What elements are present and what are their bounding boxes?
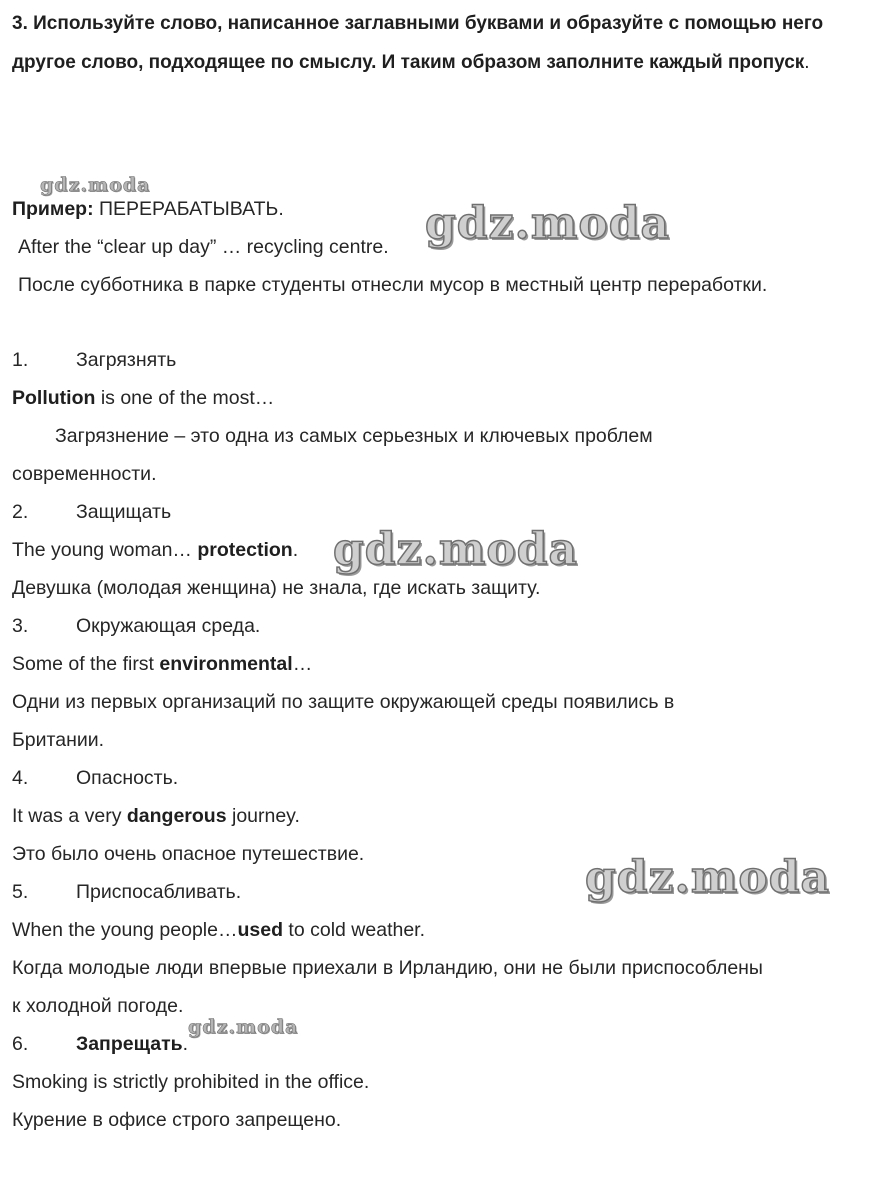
task-heading — [12, 4, 857, 82]
item-3-word: Окружающая среда. — [76, 615, 261, 637]
item-3-english — [12, 652, 312, 676]
watermark-logo: gdz.moda — [40, 174, 151, 196]
item-2-number: 2. — [12, 501, 29, 523]
item-1-word: Загрязнять — [76, 349, 177, 371]
item-3-english-after: … — [292, 653, 313, 675]
item-5-english-before: When the young people… — [12, 919, 238, 941]
item-4-russian-1: Это было очень опасное путешествие. — [12, 843, 365, 865]
item-3-english-before: Some of the first — [12, 653, 160, 675]
example-line — [12, 197, 284, 221]
item-5-number: 5. — [12, 881, 29, 903]
item-1-english-bold: Pollution — [12, 387, 96, 409]
item-2-word: Защищать — [76, 501, 172, 523]
item-5-russian-2: к холодной погоде. — [12, 995, 184, 1017]
item-1-header — [12, 348, 176, 372]
item-2-english-after: . — [292, 539, 299, 561]
item-5-english — [12, 918, 425, 942]
example-label: Пример: — [12, 198, 94, 220]
item-1-english-after: is one of the most… — [95, 387, 275, 409]
watermark-logo: gdz.moda — [333, 524, 579, 575]
item-3-english-bold: environmental — [159, 653, 293, 675]
item-3-header — [12, 614, 260, 638]
item-4-english-before: It was a very — [12, 805, 127, 827]
item-6-word-tail: . — [182, 1033, 189, 1055]
item-4-word: Опасность. — [76, 767, 179, 789]
item-2-english — [12, 538, 298, 562]
item-5-english-bold: used — [237, 919, 284, 941]
item-5-header — [12, 880, 241, 904]
watermark-logo: gdz.moda — [188, 1016, 299, 1038]
item-1-english — [12, 386, 274, 410]
item-2-header — [12, 500, 171, 524]
item-2-english-before: The young woman… — [12, 539, 198, 561]
item-1-russian-1: Загрязнение – это одна из самых серьезных и ключевых проблем — [55, 425, 653, 447]
item-3-russian-2: Британии. — [12, 729, 105, 751]
item-3-number: 3. — [12, 615, 29, 637]
task-title: 3. Используйте слово, написанное заглавными буквами и образуйте с помощью него другое слово, подходящее по смыслу. И таким образом заполните каждый пропуск — [12, 13, 824, 73]
example-english: After the “clear up day” … recycling centre. — [18, 236, 389, 258]
item-1-russian-2: современности. — [12, 463, 157, 485]
task-title-tail: . — [804, 52, 810, 73]
example-russian: После субботника в парке студенты отнесли мусор в местный центр переработки. — [18, 274, 768, 296]
watermark-logo: gdz.moda — [585, 852, 831, 903]
item-4-english-after: journey. — [226, 805, 300, 827]
item-5-russian-1: Когда молодые люди впервые приехали в Ирландию, они не были приспособлены — [12, 957, 763, 979]
item-4-english-bold: dangerous — [126, 805, 227, 827]
item-1-number: 1. — [12, 349, 29, 371]
item-6-header — [12, 1032, 188, 1056]
item-4-english — [12, 804, 300, 828]
item-4-number: 4. — [12, 767, 29, 789]
item-2-russian-1: Девушка (молодая женщина) не знала, где искать защиту. — [12, 577, 541, 599]
item-6-russian-1: Курение в офисе строго запрещено. — [12, 1109, 342, 1131]
item-6-number: 6. — [12, 1033, 29, 1055]
item-3-russian-1: Одни из первых организаций по защите окружающей среды появились в — [12, 691, 675, 713]
example-word: ПЕРЕРАБАТЫВАТЬ. — [93, 198, 284, 220]
watermark-logo: gdz.moda — [425, 198, 671, 249]
item-6-word: Запрещать — [76, 1033, 183, 1055]
item-5-english-after: to cold weather. — [283, 919, 426, 941]
item-2-english-bold: protection — [197, 539, 293, 561]
item-5-word: Приспосабливать. — [76, 881, 242, 903]
item-6-english: Smoking is strictly prohibited in the office. — [12, 1071, 370, 1093]
item-4-header — [12, 766, 178, 790]
